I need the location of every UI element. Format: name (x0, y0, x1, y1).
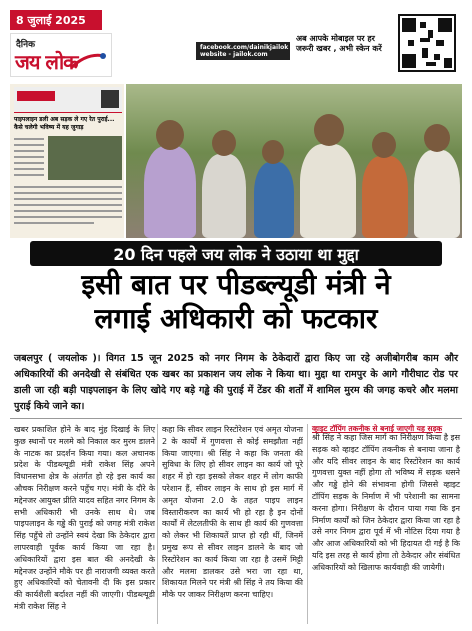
masthead (0, 0, 472, 82)
column-divider (307, 424, 308, 624)
headline-line-2: लगाई अधिकारी को फटकार (94, 302, 378, 335)
logo-prefix: दैनिक (16, 40, 36, 50)
scan-line-2: जरूरी खबर , अभी स्केन करें (296, 44, 382, 53)
clipping-headline: पाइपलाइन डली अब सड़क ले गए रेत पुराई... कैसे चलेगी भविष्य में यह जुगाड़ (14, 116, 115, 131)
article-column-1: खबर प्रकाशित होने के बाद मुंह दिखाई के लिए कुछ स्थानों पर मलमे को निकाल कर मुरम डालने के नाटक का प्रदर्शन किया गया। कल अचानक प्रदेश के पीडब्ल्यूडी मंत्री राकेश सिंह अपने विधानसभा क्षेत्र के अंतर्गत हो रहे इस कार्य का औचक निरीक्षण करने पहुँच गए। मंत्री के दौरे के मद्देनजर आयुक्त प्रीति यादव सहित नगर निगम के सभी अधिकारी भी उनके साथ थे। जब पाइपलाइन के गड्ढे की पुराई को जगह मंत्री राकेश सिंह पहुँचे तो उन्होंने स्वयं देखा कि ठेकेदार द्वारा लापरवाही पूर्वक कार्य किया जा रहा है। अधिकारियों द्वारा इस बात की अनदेखी के मद्देनजर उन्होंने मौके पर ही नाराजगी व्यक्त करते हुए अधिकारियों को चेतावनी दी कि इस प्रकार की कार्यशैली बर्दाश्त नहीं की जाएगी। पीडब्ल्यूडी मंत्री राकेश सिंह ने (14, 425, 155, 611)
clipping-photo (48, 136, 122, 180)
scan-prompt (296, 34, 396, 54)
headline-line-1: इसी बात पर पीडब्ल्यूडी मंत्री ने (81, 268, 391, 301)
qr-code-icon[interactable] (398, 14, 456, 72)
lead-paragraph: जबलपुर ( जयलोक )। विगत 15 जून 2025 को नगर निगम के ठेकेदारों द्वारा किए जा रहे अजीबोगरीब काम और अधिकारियों की अनदेखी से संबंधित एक खबर का प्रकाशन जय लोक ने किया था। मुद्दा था रामपुर के आगे गौरीघाट रोड पर डाली जा रही बड़ी पाइपलाइन के लिए खोदे गए बड़े गड्ढे की पुराई में टेंडर की शर्तों में शामिल मुरम की जगह कचरे और मलमा पुराई किये जाने का। (14, 353, 458, 412)
logo-swoosh-icon (69, 50, 107, 72)
previous-article-clipping (10, 84, 126, 238)
scan-line-1: अब आपके मोबाइल पर हर (296, 34, 375, 43)
social-links[interactable] (196, 42, 290, 60)
article-column-3: श्री सिंह ने कहा जिस मार्ग का निरीक्षण किया है इस सड़क को व्हाइट टॉपिंग तकनीक से बनाया जाना है और यदि सीवर लाइन के बाद रिस्टोरेशन का कार्य गुणवत्ता युक्त नहीं होगा तो भविष्य में सड़क धसने और गड्ढे होने की संभावना होगी जिससे व्हाइट टॉपिंग सड़क के निर्माण में भी परेशानी का सामना करना होगा। निरीक्षण के दौरान पाया गया कि इन निर्माण कार्यों को जिन ठेकेदार द्वारा किया जा रहा है उसे नगर निगम द्वारा पूर्व में भी नोटिस दिया गया है और आज अधिकारियों को भी हिदायत दी गई है कि यदि इस तरह से कार्य होगा तो ठेकेदार और संबंधित अधिकारियों को खिलाफ कार्यवाही की जायेगी। (312, 433, 460, 572)
article-column-2: कहा कि सीवर लाइन रिस्टोरेशन एवं अमृत योजना 2 के कार्यों में गुणवत्ता से कोई समझौता नहीं किया जाएगा। श्री सिंह ने कहा कि जनता की सुविधा के लिए हो सीवर लाइन का कार्य जो पूरे शहर में हो रहा इसको लेकर शहर में लोग काफी परेशान हैं, सीवर लाइन के साथ हो इस मार्ग में अमृत योजना 2.0 के तहत पाइप लाइन विस्तारीकरण का कार्य भी हो रहा है इन दोनों कार्यों में लेटलतीफी के साथ ही कार्य की गुणवत्ता को लेकर भी शिकायतें प्राप्त हो रही थीं, जिनमें प्रमुख रूप से सीवर लाइन डालने के बाद जो रिस्टोरेशन का कार्य किया जा रहा है उसमें मिट्टी और मलमा डालकर उसे भरा जा रहा था, शिकायत मिलने पर मंत्री श्री सिंह ने तय किया की मौके पर जाकर निरीक्षण करना चाहिए। (162, 425, 303, 600)
main-headline (10, 268, 462, 336)
column-divider (157, 424, 158, 624)
newspaper-logo (10, 33, 112, 77)
inspection-scene (126, 84, 462, 238)
clipping-masthead (14, 87, 122, 113)
issue-date: 8 जुलाई 2025 (10, 10, 102, 30)
news-photo (10, 84, 462, 238)
facebook-link[interactable]: facebook.com/dainikjailok (200, 44, 289, 51)
divider (10, 418, 462, 419)
column-3-subheading: व्हाइट टॉपिंग तकनीक से बनाई जाएगी यह सड़क (312, 424, 443, 433)
highlight-banner: 20 दिन पहले जय लोक ने उठाया था मुद्दा (30, 241, 442, 266)
logo-name: जय लोक (15, 50, 78, 74)
website-link[interactable]: website - jailok.com (200, 51, 268, 58)
